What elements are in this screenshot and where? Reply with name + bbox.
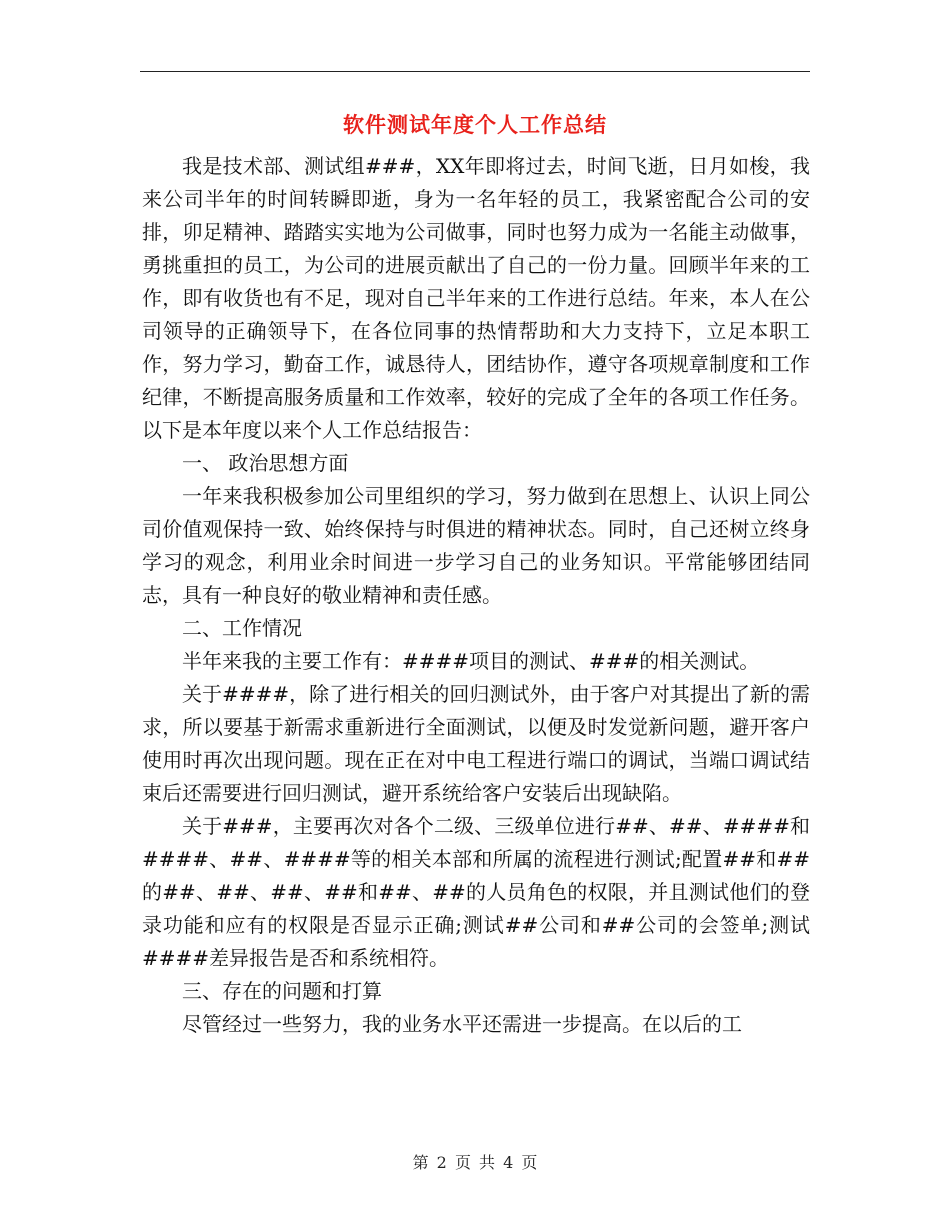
paragraph-issues: 尽管经过一些努力，我的业务水平还需进一步提高。在以后的工 bbox=[182, 1012, 742, 1036]
document-title: 软件测试年度个人工作总结 bbox=[343, 113, 607, 137]
section-heading-political: 一、 政治思想方面 bbox=[182, 451, 349, 475]
paragraph-work-project-b: 关于###，主要再次对各个二级、三级单位进行##、##、####和####、##、####等的相关本部和所属的流程进行测试;配置##和##的##、##、##、##和##、##的人员角色的权限，并且测试他们的登录功能和应有的权限是否显示正确;测试##公司和##公司的会签单;测试####差异报告是否和系统相符。 bbox=[142, 814, 810, 970]
paragraph-work-project-a: 关于####，除了进行相关的回归测试外，由于客户对其提出了新的需求，所以要基于新需求重新进行全面测试，以便及时发觉新问题，避开客户使用时再次出现问题。现在正在对中电工程进行端口的调试，当端口调试结束后还需要进行回归测试，避开系统给客户安装后出现缺陷。 bbox=[142, 682, 810, 805]
paragraph-work-summary: 半年来我的主要工作有：####项目的测试、###的相关测试。 bbox=[182, 649, 760, 673]
paragraph-intro: 我是技术部、测试组###，XX年即将过去，时间飞逝，日月如梭，我来公司半年的时间转瞬即逝，身为一名年轻的员工，我紧密配合公司的安排，卯足精神、踏踏实实地为公司做事，同时也努力成为一名能主动做事，勇挑重担的员工，为公司的进展贡献出了自己的一份力量。回顾半年来的工作，即有收货也有不足，现对自己半年来的工作进行总结。年来，本人在公司领导的正确领导下，在各位同事的热情帮助和大力支持下，立足本职工作，努力学习，勤奋工作，诚恳待人，团结协作，遵守各项规章制度和工作纪律，不断提高服务质量和工作效率，较好的完成了全年的各项工作任务。以下是本年度以来个人工作总结报告： bbox=[142, 154, 810, 442]
section-heading-issues: 三、存在的问题和打算 bbox=[182, 979, 382, 1003]
section-heading-work: 二、工作情况 bbox=[182, 616, 302, 640]
page-number: 第 2 页 共 4 页 bbox=[412, 1153, 538, 1172]
document-body bbox=[142, 150, 810, 1041]
header-rule bbox=[140, 71, 810, 72]
paragraph-political: 一年来我积极参加公司里组织的学习，努力做到在思想上、认识上同公司价值观保持一致、始终保持与时俱进的精神状态。同时，自己还树立终身学习的观念，利用业余时间进一步学习自己的业务知识。平常能够团结同志，具有一种良好的敬业精神和责任感。 bbox=[142, 484, 810, 607]
